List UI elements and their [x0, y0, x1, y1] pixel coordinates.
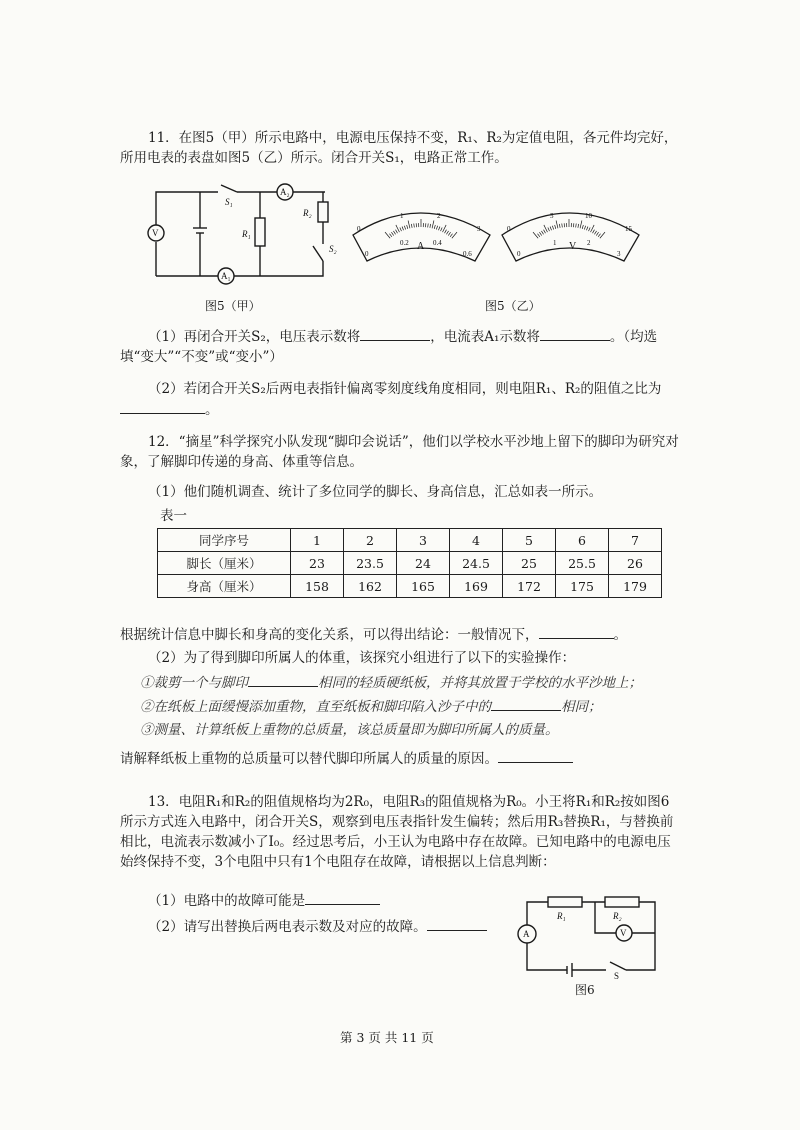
meter-scale-tick	[576, 224, 577, 228]
meter-scale-tick	[396, 230, 398, 233]
fig5a-caption: 图5（甲）	[205, 299, 261, 313]
voltmeter-top-tick-2: 10	[585, 212, 592, 220]
meter-scale-tick	[407, 225, 408, 229]
voltmeter-top-tick-1: 5	[550, 212, 554, 220]
answer-blank[interactable]	[120, 399, 205, 414]
ammeter-top-tick-2: 2	[437, 212, 441, 220]
resistor-r1-label: R₁	[557, 911, 566, 921]
table-cell: 25.5	[556, 552, 609, 575]
table-cell: 24	[397, 552, 450, 575]
q13-part2: （2）请写出替换后两电表示数及对应的故障。	[120, 916, 500, 937]
meter-scale-tick	[385, 232, 390, 238]
meter-scale-tick	[584, 226, 585, 230]
table-cell: 身高（厘米）	[158, 575, 291, 598]
table-cell: 179	[609, 575, 662, 598]
ammeter-unit: A	[417, 241, 425, 252]
q11-stem: 11．在图5（甲）所示电路中，电源电压保持不变，R₁、R₂为定值电阻，各元件均完好，所用电表的表盘如图5（乙）所示。闭合开关S₁，电路正常工作。	[120, 130, 678, 166]
answer-blank[interactable]	[305, 890, 380, 905]
meter-scale-tick	[438, 227, 439, 231]
fig6-caption: 图6	[575, 983, 595, 997]
meter-scale-tick	[436, 226, 437, 230]
resistor-r1-label: R₁	[242, 229, 251, 239]
meter-scale-tick	[578, 224, 579, 228]
answer-blank[interactable]	[540, 326, 610, 341]
data-table	[157, 528, 662, 598]
meter-scale-tick	[411, 224, 412, 228]
table-title: 表一	[160, 508, 187, 524]
meter-scale-tick	[541, 231, 543, 234]
table-header-cell: 4	[450, 529, 503, 552]
voltmeter-bottom-tick-0: 0	[517, 250, 521, 258]
ammeter-bottom-tick-0: 0	[365, 250, 369, 258]
table-cell: 169	[450, 575, 503, 598]
table-header-cell: 同学序号	[158, 529, 291, 552]
meter-scale-tick	[580, 221, 582, 229]
meter-scale-tick	[582, 225, 583, 229]
table-header-cell: 3	[397, 529, 450, 552]
voltmeter-label: V	[620, 928, 627, 938]
meter-scale-tick	[594, 231, 596, 234]
meter-scale-tick	[550, 227, 551, 231]
meter-scale-tick	[559, 224, 560, 228]
meter-scale-tick	[408, 221, 410, 229]
meter-scale-tick	[448, 232, 450, 235]
table-cell: 26	[609, 552, 662, 575]
voltmeter-bottom-tick-3: 3	[617, 250, 621, 258]
table-header-cell: 2	[344, 529, 397, 552]
meter-scale-tick	[452, 232, 457, 238]
table-cell: 158	[291, 575, 344, 598]
q12-step2: ②在纸板上面缓慢添加重物，直至纸板和脚印陷入沙子中的 相同；	[140, 696, 680, 717]
table-header-cell: 5	[503, 529, 556, 552]
table-cell: 162	[344, 575, 397, 598]
meter-scale-tick	[393, 231, 395, 234]
answer-blank[interactable]	[498, 748, 573, 763]
meter-scale-tick	[537, 234, 539, 237]
meter-scale-tick	[598, 234, 600, 237]
q13-part1: （1）电路中的故障可能是	[120, 890, 500, 911]
ammeter-a2-label: A₂	[280, 187, 290, 197]
voltmeter-label: V	[152, 228, 159, 238]
q12-step3: ③测量、计算纸板上重物的总质量，该总质量即为脚印所属人的质量。	[140, 722, 559, 738]
meters-fig5b	[345, 205, 645, 275]
meter-scale-tick	[539, 232, 541, 235]
answer-blank[interactable]	[248, 672, 318, 687]
ammeter-a1-label: A₁	[221, 271, 231, 281]
switch-s1-label: S₁	[225, 197, 233, 207]
meter-scale-tick	[555, 225, 556, 229]
meter-scale-tick	[428, 224, 429, 228]
meter-scale-tick	[586, 227, 587, 231]
q13-stem: 13．电阻R₁和R₂的阻值规格均为2R₀，电阻R₃的阻值规格为R₀。小王将R₁和R₂按如图6所示方式连入电路中，闭合开关S，观察到电压表指针发生偏转；然后用R₃替换R₁，与替换前相比，电流表示数减小了I₀。经过思考后，小王认为电路中存在故障。已知电路中的电源电压始终保持不变，3个电阻中只有1个电阻存在故障，请根据以上信息判断：	[120, 794, 674, 870]
meter-scale-tick	[391, 232, 393, 235]
switch-s2-label: S₂	[329, 244, 337, 254]
switch-s-label: S	[614, 971, 620, 980]
meter-scale-tick	[562, 224, 563, 228]
meter-scale-tick	[533, 232, 538, 238]
meter-scale-tick	[404, 226, 405, 230]
meter-scale-tick	[441, 227, 443, 231]
table-cell: 165	[397, 575, 450, 598]
fig5b-caption: 图5（乙）	[485, 299, 541, 313]
page-footer: 第 3 页 共 11 页	[340, 1030, 434, 1045]
table-row	[158, 552, 662, 575]
meter-scale-tick	[445, 230, 447, 233]
table-cell: 24.5	[450, 552, 503, 575]
meter-scale-tick	[434, 225, 435, 229]
circuit-fig5a	[145, 180, 345, 288]
meter-scale-tick	[589, 227, 591, 231]
meter-scale-tick	[446, 231, 448, 234]
table-cell: 25	[503, 552, 556, 575]
table-cell: 23.5	[344, 552, 397, 575]
meter-scale-tick	[593, 230, 595, 233]
meter-scale-tick	[402, 227, 403, 231]
answer-blank[interactable]	[360, 326, 430, 341]
meter-scale-tick	[552, 226, 553, 230]
table-header-cell: 7	[609, 529, 662, 552]
answer-blank[interactable]	[539, 624, 614, 639]
ammeter-top-tick-1: 1	[400, 212, 404, 220]
table-cell: 172	[503, 575, 556, 598]
meter-scale-tick	[600, 232, 605, 238]
table-header-cell: 1	[291, 529, 344, 552]
ammeter-label: A	[523, 929, 530, 939]
meter-scale-tick	[400, 227, 402, 231]
ammeter-bottom-tick-2: 0.4	[433, 239, 442, 247]
voltmeter-bottom-tick-1: 1	[553, 239, 557, 247]
table-cell: 23	[291, 552, 344, 575]
voltmeter-top-tick-3: 15	[625, 225, 632, 233]
ammeter-top-tick-3: 3	[477, 225, 481, 233]
q12-step1: ①裁剪一个与脚印 相同的轻质硬纸板，并将其放置于学校的水平沙地上；	[140, 672, 680, 693]
circuit-fig6	[510, 895, 670, 980]
voltmeter-unit: V	[569, 241, 577, 252]
q12-conclusion: 根据统计信息中脚长和身高的变化关系，可以得出结论：一般情况下， 。	[120, 624, 680, 645]
meter-scale-tick	[414, 224, 415, 228]
meter-scale-tick	[556, 221, 558, 229]
table-header-cell: 6	[556, 529, 609, 552]
q11-part1: （1）再闭合开关S₂，电压表示数将 ，电流表A₁示数将 。（均选填“变大”“不变”或“变小”）	[120, 326, 680, 367]
meter-scale-tick	[596, 232, 598, 235]
meter-scale-tick	[548, 227, 550, 231]
meter-scale-tick	[389, 234, 391, 237]
resistor-r2-label: R₂	[303, 208, 312, 218]
voltmeter-top-tick-0: 0	[507, 225, 511, 233]
meter-scale-tick	[544, 230, 546, 233]
q11-part2: （2）若闭合开关S₂后两电表指针偏离零刻度线角度相同，则电阻R₁、R₂的阻值之比为。	[120, 379, 680, 420]
table-cell: 脚长（厘米）	[158, 552, 291, 575]
answer-blank[interactable]	[427, 916, 487, 931]
voltmeter-bottom-tick-2: 2	[587, 239, 591, 247]
ammeter-bottom-tick-3: 0.6	[463, 250, 472, 258]
table-row	[158, 575, 662, 598]
q12-explain: 请解释纸板上重物的总质量可以替代脚印所属人的质量的原因。	[120, 748, 680, 769]
ammeter-top-tick-0: 0	[357, 225, 361, 233]
meter-scale-tick	[450, 234, 452, 237]
q12-stem: 12．“摘星”科学探究小队发现“脚印会说话”，他们以学校水平沙地上留下的脚印为研究对象，了解脚印传递的身高、体重等信息。	[120, 434, 679, 470]
meter-scale-tick	[432, 221, 434, 229]
table-cell: 175	[556, 575, 609, 598]
answer-blank[interactable]	[491, 696, 561, 711]
ammeter-bottom-tick-1: 0.2	[400, 239, 409, 247]
meter-scale-tick	[430, 224, 431, 228]
resistor-r2-label: R₂	[613, 911, 622, 921]
q12-part1: （1）他们随机调查、统计了多位同学的脚长、身高信息，汇总如表一所示。	[148, 484, 603, 500]
q12-part2: （2）为了得到脚印所属人的体重，该探究小组进行了以下的实验操作：	[148, 650, 576, 666]
